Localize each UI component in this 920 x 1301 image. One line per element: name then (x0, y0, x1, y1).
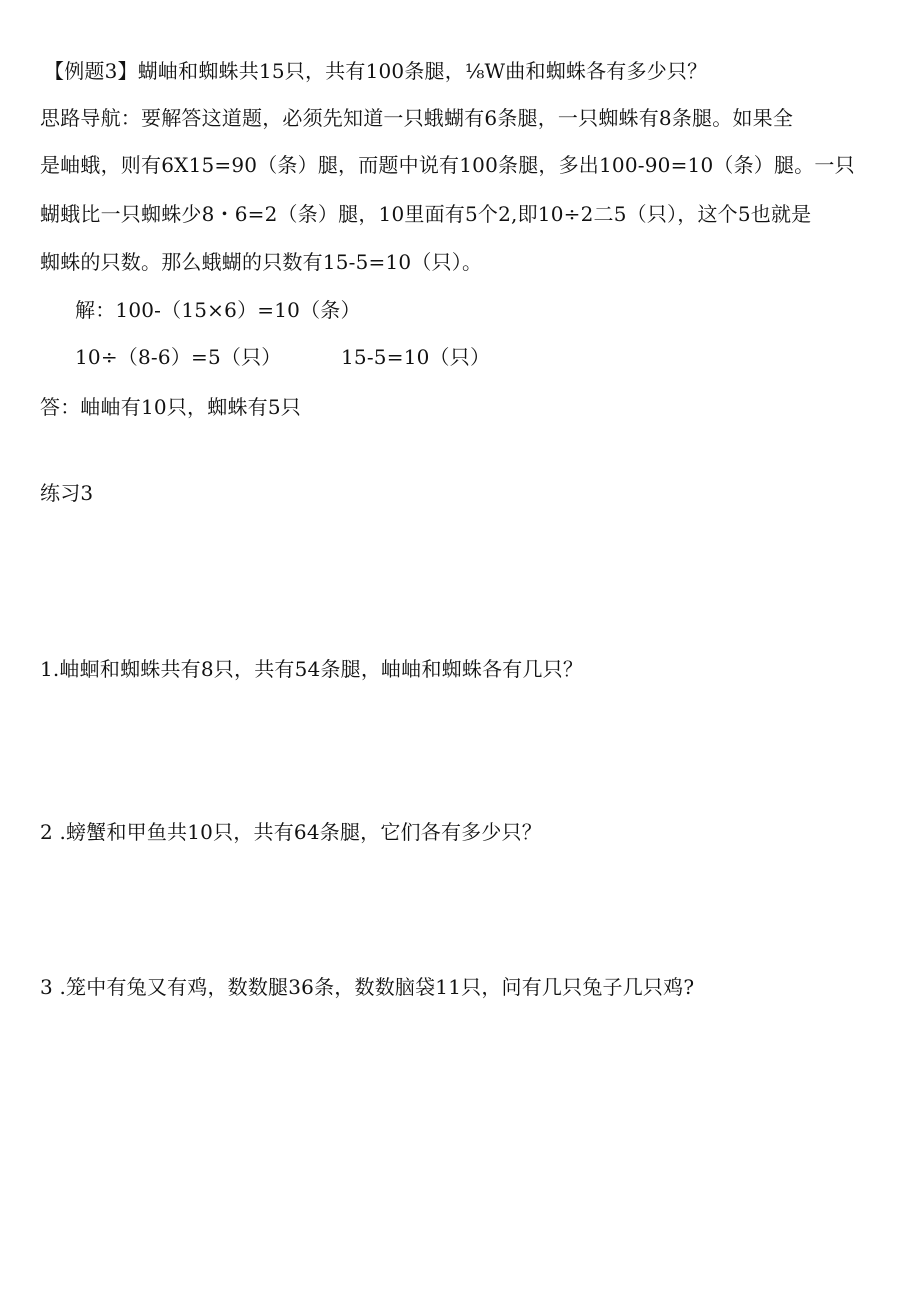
practice-question-1: 1.岫蛔和蜘蛛共有8只，共有54条腿，岫岫和蜘蛛各有几只？ (40, 657, 584, 681)
solution-step-1: 10÷（8-6）=5（只） (75, 345, 282, 369)
solution-line-1: 解：100-（15×6）=10（条） (75, 298, 361, 322)
answer-line: 答：岫岫有10只，蜘蛛有5只 (40, 395, 301, 419)
practice-heading: 练习3 (40, 481, 94, 505)
practice-question-3: 3 .笼中有兔又有鸡，数数腿36条，数数脑袋11只，问有几只兔子几只鸡? (40, 975, 695, 999)
solution-step-2: 15-5=10（只） (341, 345, 491, 369)
analysis-line-1: 思路导航：要解答这道题，必须先知道一只蛾蝴有6条腿，一只蜘蛛有8条腿。如果全 (40, 106, 794, 130)
analysis-line-2: 是岫蛾，则有6X15=90（条）腿，而题中说有100条腿，多出100-90=10（条）腿。一只 (40, 153, 855, 177)
practice-question-2: 2 .螃蟹和甲鱼共10只，共有64条腿，它们各有多少只？ (40, 820, 542, 844)
solution-line-2 (75, 343, 490, 371)
analysis-line-3: 蝴蛾比一只蜘蛛少8・6=2（条）腿，10里面有5个2,即10÷2二5（只），这个5也就是 (40, 202, 812, 226)
analysis-line-4: 蜘蛛的只数。那么蛾蝴的只数有15-5=10（只）。 (40, 250, 483, 274)
example-title: 【例题3】蝴岫和蜘蛛共15只，共有100条腿，⅛W曲和蜘蛛各有多少只？ (44, 59, 708, 83)
